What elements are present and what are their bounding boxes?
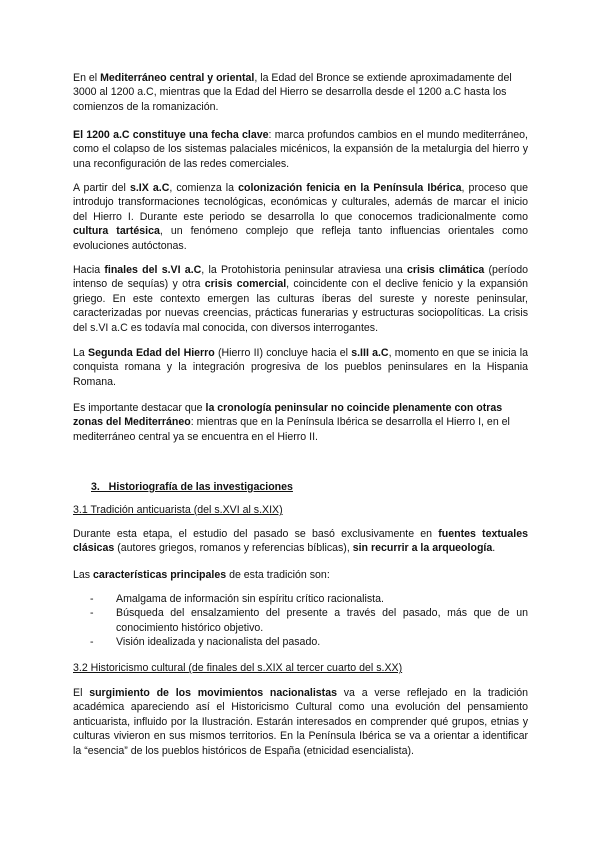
list-item: - Búsqueda del ensalzamiento del presente a través del pasado, más que de un conocimiento histórico objetivo. [90, 607, 528, 634]
bullet-dash: - [90, 636, 94, 649]
paragraph-cultural-historicism: El surgimiento de los movimientos nacionalistas va a verse reflejado en la tradición académica apareciendo así el Historicismo Cultural como una evolución del pensamiento anticuarista, influido por la Ilustración. Estarán interesados en comprender qué grupos, etnias y culturas vivieron en sus mismos territorios. En la Península Ibérica se va a orientar a identificar la “esencia” de los pueblos históricos de España (etnicidad esencialista). [73, 687, 528, 757]
paragraph-second-iron-age: La Segunda Edad del Hierro (Hierro II) concluye hacia el s.III a.C, momento en que se inicia la conquista romana y la integración progresiva de los pueblos peninsulares en la Hispania Romana. [73, 347, 529, 388]
paragraph-phoenician-colonization: A partir del s.IX a.C, comienza la colonización fenicia en la Península Ibérica, proceso que introdujo transformaciones tecnológicas, económicas y culturales, además de marcar el inicio del Hierro I. Durante este periodo se desarrolla lo que conocemos tradicionalmente como cultura tartésica, un fenómeno complejo que refleja tanto influencias orientales como evoluciones autóctonas. [73, 182, 529, 252]
subsection-heading-historicism: 3.2 Historicismo cultural (de finales del s.XIX al tercer cuarto del s.XX) [73, 662, 403, 674]
bullet-dash: - [90, 607, 94, 620]
section-heading: 3. Historiografía de las investigaciones [91, 481, 293, 493]
subsection-heading-antiquarian: 3.1 Tradición anticuarista (del s.XVI al s.XIX) [73, 504, 283, 516]
list-item: - Visión idealizada y nacionalista del pasado. [90, 636, 321, 649]
paragraph-bronze-age: En el Mediterráneo central y oriental, la Edad del Bronce se extiende aproximadamente del 3000 al 1200 a.C, mientras que la Edad del Hierro se desarrolla desde el 1200 a.C hasta los comienzos de la romanización. [73, 72, 512, 113]
paragraph-antiquarian-tradition: Durante esta etapa, el estudio del pasado se basó exclusivamente en fuentes textuales clásicas (autores griegos, romanos y referencias bíblicas), sin recurrir a la arqueología. [73, 528, 528, 555]
paragraph-main-characteristics: Las características principales de esta tradición son: [73, 569, 330, 581]
paragraph-1200-bc: El 1200 a.C constituye una fecha clave: marca profundos cambios en el mundo mediterráneo, como el colapso de los sistemas palaciales micénicos, la expansión de la metalurgia del hierro y una reconfiguración de las redes comerciales. [73, 129, 529, 170]
paragraph-vi-century-crisis: Hacia finales del s.VI a.C, la Protohistoria peninsular atraviesa una crisis climática (período intenso de sequías) y otra crisis comercial, coincidente con el declive fenicio y la expansión griego. En este contexto emergen las culturas íberas del sureste y noreste peninsular, caracterizadas por nuevas creencias, prácticas funerarias y estructuras sociopolíticas. La crisis del s.VI a.C es todavía mal conocida, con diversos interrogantes. [73, 264, 528, 334]
bullet-dash: - [90, 593, 94, 605]
list-item: - Amalgama de información sin espíritu crítico racionalista. [90, 593, 384, 605]
characteristics-list [73, 592, 528, 650]
paragraph-chronology-note: Es importante destacar que la cronología peninsular no coincide plenamente con otras zonas del Mediterráneo: mientras que en la Península Ibérica se desarrolla el Hierro I, en el mediterráneo central ya se encuentra en el Hierro II. [73, 402, 510, 443]
